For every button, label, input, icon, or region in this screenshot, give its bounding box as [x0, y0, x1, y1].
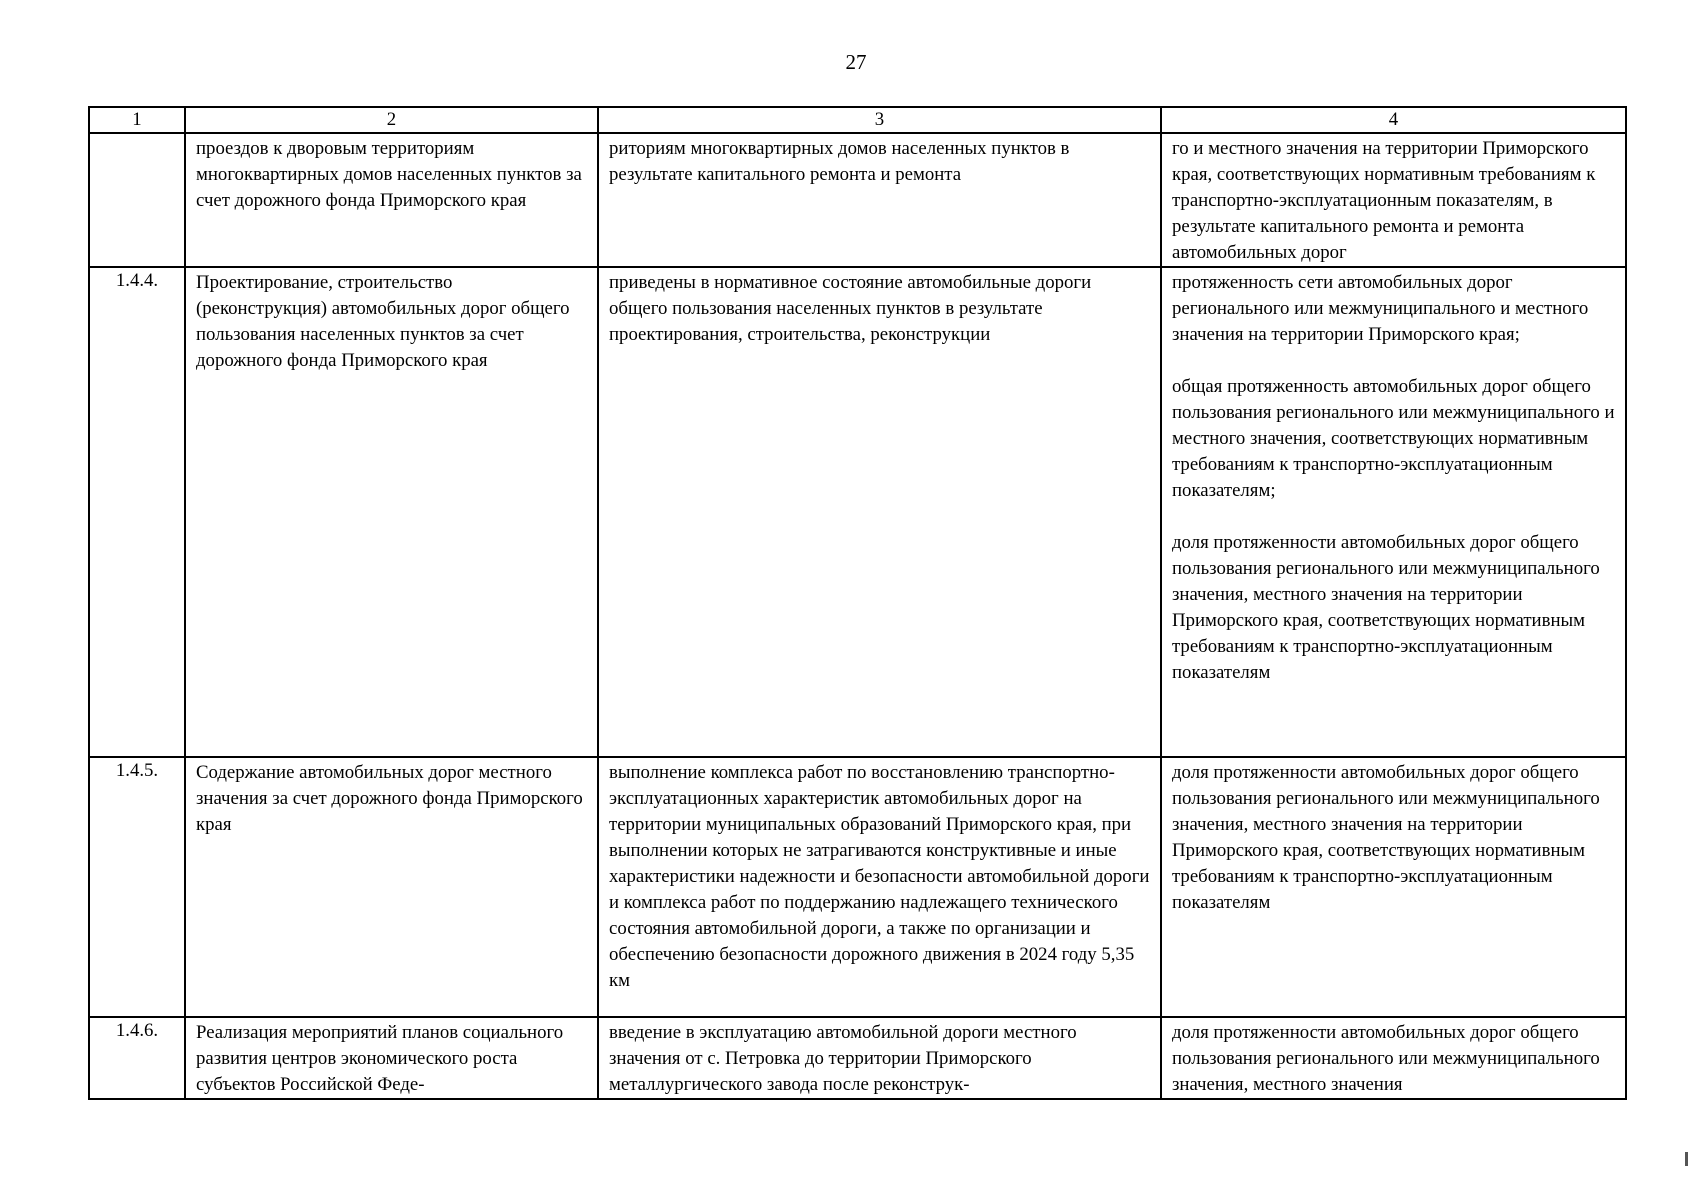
row-number: 1.4.4.	[89, 267, 185, 757]
table-row	[89, 133, 1626, 267]
table-row	[89, 757, 1626, 1017]
indicator-text: общая протяженность автомобильных дорог общего пользования регионального или межмуниципального и местного значения, соответствующих нормативным требованиям к транспортно-эксплуатационным показателям;	[1172, 376, 1615, 501]
indicator-text: протяженность сети автомобильных дорог регионального или межмуниципального и местного значения на территории Приморского края;	[1172, 272, 1589, 345]
activity-result: выполнение комплекса работ по восстановлению транспортно-эксплуатационных характеристик автомобильных дорог на территории муниципальных образований Приморского края, при выполнении которых не затрагиваются конструктивные и иные характеристики надежности и безопасности автомобильной дороги и комплекса работ по поддержанию надлежащего технического состояния автомобильной дороги, а также по организации и обеспечению безопасности дорожного движения в 2024 году 5,35 км	[598, 757, 1161, 1017]
program-table	[88, 106, 1627, 1100]
header-col-3: 3	[598, 107, 1161, 133]
activity-name: проездов к дворовым территориям многоквартирных домов населенных пунктов за счет дорожного фонда Приморского края	[185, 133, 598, 267]
activity-name: Реализация мероприятий планов социального развития центров экономического роста субъектов Российской Феде-	[185, 1017, 598, 1099]
activity-result: приведены в нормативное состояние автомобильные дороги общего пользования населенных пунктов в результате проектирования, строительства, реконструкции	[598, 267, 1161, 757]
indicator-cell	[1161, 1017, 1626, 1099]
activity-result: риториям многоквартирных домов населенных пунктов в результате капитального ремонта и ремонта	[598, 133, 1161, 267]
activity-name: Проектирование, строительство (реконструкция) автомобильных дорог общего пользования населенных пунктов за счет дорожного фонда Приморского края	[185, 267, 598, 757]
indicator-text: доля протяженности автомобильных дорог общего пользования регионального или межмуниципального значения, местного значения на территории Приморского края, соответствующих нормативным требованиям к транспортно-эксплуатационным показателям	[1172, 532, 1600, 683]
header-col-1: 1	[89, 107, 185, 133]
page-number: 27	[845, 50, 867, 74]
header-col-4: 4	[1161, 107, 1626, 133]
row-number: 1.4.5.	[89, 757, 185, 1017]
scan-edge-mark	[1685, 1152, 1688, 1166]
indicator-cell	[1161, 133, 1626, 267]
indicator-text: го и местного значения на территории Приморского края, соответствующих нормативным требованиям к транспортно-эксплуатационным показателям, в результате капитального ремонта и ремонта автомобильных дорог	[1172, 138, 1596, 263]
indicator-cell	[1161, 267, 1626, 757]
header-col-2: 2	[185, 107, 598, 133]
indicator-text: доля протяженности автомобильных дорог общего пользования регионального или межмуниципального значения, местного значения	[1172, 1022, 1600, 1095]
activity-name: Содержание автомобильных дорог местного значения за счет дорожного фонда Приморского края	[185, 757, 598, 1017]
activity-result: введение в эксплуатацию автомобильной дороги местного значения от с. Петровка до территории Приморского металлургического завода после реконструк-	[598, 1017, 1161, 1099]
indicator-text: доля протяженности автомобильных дорог общего пользования регионального или межмуниципального значения, местного значения на территории Приморского края, соответствующих нормативным требованиям к транспортно-эксплуатационным показателям	[1172, 762, 1600, 913]
row-number	[89, 133, 185, 267]
header-row	[89, 107, 1626, 133]
row-number: 1.4.6.	[89, 1017, 185, 1099]
table-row	[89, 267, 1626, 757]
indicator-cell	[1161, 757, 1626, 1017]
table-row	[89, 1017, 1626, 1099]
